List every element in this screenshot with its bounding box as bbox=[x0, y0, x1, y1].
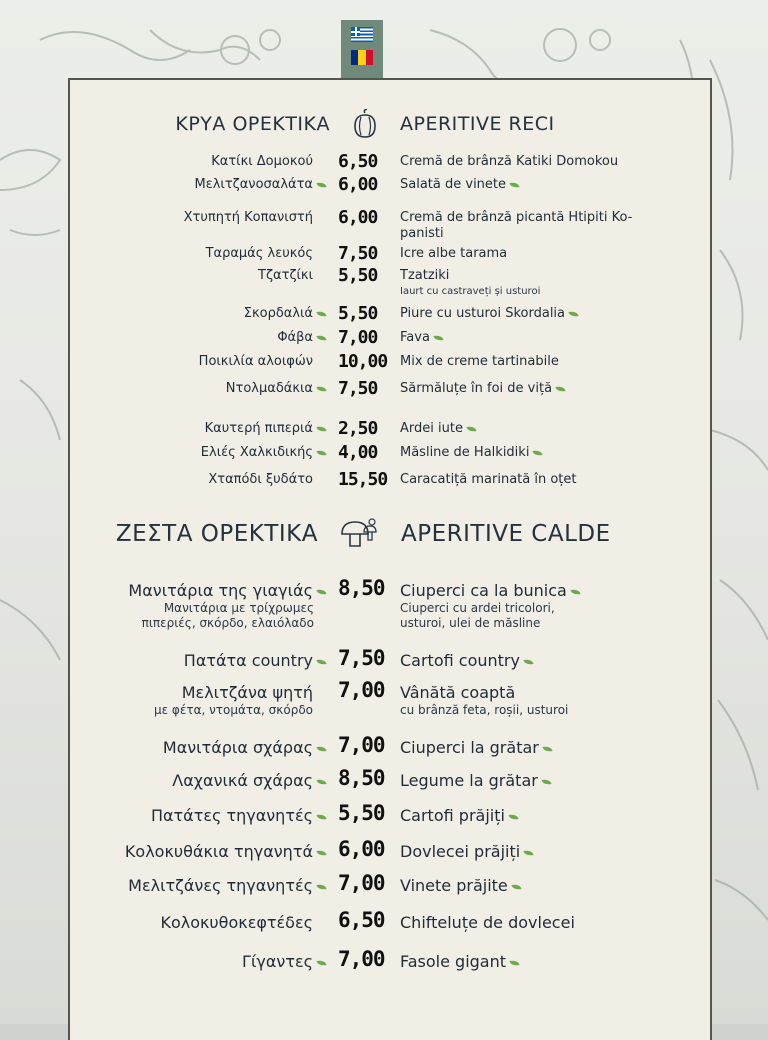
vegan-leaf-icon bbox=[533, 449, 543, 457]
item-name-greek bbox=[242, 952, 326, 971]
item-name-romanian-text: Fava bbox=[400, 330, 430, 345]
pepper-icon bbox=[352, 109, 378, 139]
vegan-leaf-icon bbox=[568, 310, 578, 318]
item-description-romanian: Iaurt cu castraveți și usturoi bbox=[400, 286, 541, 297]
item-name-romanian-text: Fasole gigant bbox=[400, 952, 507, 971]
item-price: 7,00 bbox=[338, 733, 385, 757]
item-name-romanian bbox=[400, 738, 552, 757]
vegan-leaf-icon bbox=[316, 959, 326, 967]
item-name-romanian-text: Cremă de brânză picantă Htipiti Ko- bbox=[400, 210, 633, 225]
item-name-romanian bbox=[400, 952, 519, 971]
mushroom-icon bbox=[338, 518, 380, 550]
vegan-leaf-icon bbox=[524, 849, 534, 857]
item-price: 5,50 bbox=[338, 303, 378, 324]
item-name-greek bbox=[258, 268, 313, 283]
item-price: 15,50 bbox=[338, 469, 388, 490]
item-name-romanian bbox=[400, 306, 578, 321]
vegan-leaf-icon bbox=[316, 385, 326, 393]
item-name-greek-text: Πατάτα country bbox=[183, 651, 313, 670]
item-name-greek bbox=[160, 913, 313, 932]
item-name-greek-text: Χτυπητή Κοπανιστή bbox=[183, 210, 313, 225]
item-name-greek-text: Καυτερή πιπεριά bbox=[204, 421, 313, 436]
item-name-romanian-text: Ardei iute bbox=[400, 421, 463, 436]
item-name-greek bbox=[128, 581, 326, 600]
item-name-greek bbox=[244, 306, 326, 321]
vegan-leaf-icon bbox=[316, 334, 326, 342]
item-price: 8,50 bbox=[338, 766, 385, 790]
item-description-greek: Μανιτάρια με τρίχρωμες bbox=[163, 601, 314, 615]
item-name-romanian bbox=[400, 210, 632, 225]
item-name-romanian-text: Ciuperci ca la bunica bbox=[400, 581, 567, 600]
item-name-romanian-text: Piure cu usturoi Skordalia bbox=[400, 306, 566, 321]
item-name-romanian bbox=[400, 683, 515, 702]
item-price: 6,50 bbox=[338, 908, 385, 932]
item-name-greek bbox=[199, 354, 313, 369]
section-title-greek: ΚΡΥΑ ΟΡΕΚΤΙΚΑ bbox=[175, 113, 330, 135]
item-name-romanian-text: Legume la grătar bbox=[400, 771, 538, 790]
item-description-romanian: cu brânză feta, roșii, usturoi bbox=[400, 703, 569, 717]
item-name-greek bbox=[208, 472, 313, 487]
vegan-leaf-icon bbox=[523, 658, 533, 666]
vegan-leaf-icon bbox=[316, 849, 326, 857]
vegan-leaf-icon bbox=[316, 658, 326, 666]
item-name-greek-text: Μανιτάρια της γιαγιάς bbox=[128, 581, 313, 600]
item-name-romanian-text: Măsline de Halkidiki bbox=[400, 445, 530, 460]
item-name-romanian bbox=[400, 354, 559, 369]
item-name-romanian-text: Cartofi prăjiți bbox=[400, 806, 505, 825]
vegan-leaf-icon bbox=[509, 959, 519, 967]
item-name-romanian-text: Cremă de brânză Katiki Domokou bbox=[400, 154, 619, 169]
item-name-greek-text: Ντολμαδάκια bbox=[225, 381, 313, 396]
item-name-greek bbox=[184, 651, 326, 670]
item-price: 2,50 bbox=[338, 418, 378, 439]
item-name-greek-text: Κολοκυθάκια τηγανητά bbox=[124, 842, 313, 861]
item-price: 5,50 bbox=[338, 265, 378, 286]
romanian-flag-icon bbox=[351, 50, 373, 65]
vegan-leaf-icon bbox=[570, 588, 580, 596]
item-name-greek-text: Μελιτζάνες τηγανητές bbox=[128, 876, 313, 895]
item-name-greek-text: Μελιτζανοσαλάτα bbox=[194, 177, 313, 192]
item-name-romanian-text: Vinete prăjite bbox=[400, 876, 508, 895]
item-price: 6,00 bbox=[338, 174, 378, 195]
item-name-greek-text: Γίγαντες bbox=[242, 952, 313, 971]
vegan-leaf-icon bbox=[316, 813, 326, 821]
item-name-romanian bbox=[400, 445, 542, 460]
item-price: 7,00 bbox=[338, 947, 385, 971]
item-price: 5,50 bbox=[338, 801, 385, 825]
item-name-greek bbox=[163, 738, 326, 757]
item-name-greek-text: Μανιτάρια σχάρας bbox=[162, 738, 313, 757]
item-name-greek-text: Τζατζίκι bbox=[258, 268, 313, 283]
item-name-romanian bbox=[400, 154, 618, 169]
item-name-greek bbox=[125, 842, 326, 861]
item-name-greek bbox=[151, 806, 326, 825]
vegan-leaf-icon bbox=[316, 745, 326, 753]
vegan-leaf-icon bbox=[316, 778, 326, 786]
item-name-romanian bbox=[400, 651, 533, 670]
item-name-romanian bbox=[400, 330, 443, 345]
vegan-leaf-icon bbox=[316, 588, 326, 596]
item-price: 7,00 bbox=[338, 678, 385, 702]
item-name-greek-text: Χταπόδι ξυδάτο bbox=[208, 472, 313, 487]
vegan-leaf-icon bbox=[316, 449, 326, 457]
item-name-romanian bbox=[400, 876, 521, 895]
item-name-greek bbox=[128, 876, 326, 895]
item-name-romanian-text: Chifteluțe de dovlecei bbox=[400, 913, 575, 932]
item-name-romanian bbox=[400, 806, 518, 825]
item-name-romanian-text: Tzatziki bbox=[400, 268, 450, 283]
vegan-leaf-icon bbox=[556, 385, 566, 393]
item-price: 7,00 bbox=[338, 871, 385, 895]
item-name-greek bbox=[195, 177, 327, 192]
item-name-greek bbox=[277, 330, 326, 345]
item-name-romanian bbox=[400, 581, 580, 600]
item-name-greek bbox=[226, 381, 326, 396]
item-name-romanian bbox=[400, 472, 577, 487]
item-name-greek-text: Φάβα bbox=[277, 330, 313, 345]
item-name-greek-text: Ταραμάς λευκός bbox=[205, 246, 313, 261]
item-name-romanian-text: Vânătă coaptă bbox=[400, 683, 516, 702]
item-price: 10,00 bbox=[338, 351, 388, 372]
vegan-leaf-icon bbox=[433, 334, 443, 342]
item-name-romanian bbox=[400, 246, 507, 261]
item-price: 8,50 bbox=[338, 576, 385, 600]
item-name-greek-text: Πατάτες τηγανητές bbox=[150, 806, 313, 825]
item-description-romanian: Ciuperci cu ardei tricolori, bbox=[400, 601, 555, 615]
vegan-leaf-icon bbox=[509, 181, 519, 189]
item-name-greek-text: Σκορδαλιά bbox=[243, 306, 313, 321]
item-name-greek bbox=[182, 683, 313, 702]
language-flags bbox=[341, 20, 383, 78]
item-name-romanian-text: Icre albe tarama bbox=[400, 246, 508, 261]
vegan-leaf-icon bbox=[508, 813, 518, 821]
item-name-romanian-text: Dovlecei prăjiți bbox=[400, 842, 521, 861]
item-price: 7,50 bbox=[338, 243, 378, 264]
item-name-romanian-text: Caracatiță marinată în oțet bbox=[400, 472, 577, 487]
item-name-romanian bbox=[400, 268, 449, 283]
vegan-leaf-icon bbox=[511, 883, 521, 891]
item-name-greek bbox=[205, 421, 326, 436]
item-name-romanian-text: Mix de creme tartinabile bbox=[400, 354, 559, 369]
item-name-romanian-text: Sărmăluțe în foi de viță bbox=[400, 381, 553, 396]
item-name-greek bbox=[211, 154, 313, 169]
item-name-romanian bbox=[400, 913, 575, 932]
item-name-romanian bbox=[400, 381, 565, 396]
item-price: 6,00 bbox=[338, 837, 385, 861]
item-name-greek-text: Κατίκι Δομοκού bbox=[211, 154, 313, 169]
item-name-romanian-text: Salată de vinete bbox=[400, 177, 507, 192]
item-name-greek-text: Ελιές Χαλκιδικής bbox=[200, 445, 313, 460]
vegan-leaf-icon bbox=[316, 181, 326, 189]
item-name-romanian bbox=[400, 771, 551, 790]
item-price: 6,00 bbox=[338, 207, 378, 228]
vegan-leaf-icon bbox=[316, 883, 326, 891]
item-price: 7,50 bbox=[338, 378, 378, 399]
item-name-greek bbox=[206, 246, 313, 261]
vegan-leaf-icon bbox=[466, 425, 476, 433]
item-name-greek bbox=[184, 210, 313, 225]
item-name-greek bbox=[172, 771, 326, 790]
section-title-romanian: APERITIVE CALDE bbox=[401, 521, 611, 547]
item-description-greek: πιπεριές, σκόρδο, ελαιόλαδο bbox=[141, 616, 314, 630]
vegan-leaf-icon bbox=[316, 310, 326, 318]
item-name-greek-text: Λαχανικά σχάρας bbox=[172, 771, 313, 790]
item-name-romanian-text: Ciuperci la grătar bbox=[400, 738, 539, 757]
vegan-leaf-icon bbox=[316, 425, 326, 433]
item-name-romanian-continued: panisti bbox=[400, 226, 444, 241]
item-price: 7,00 bbox=[338, 327, 378, 348]
item-name-greek-text: Κολοκυθοκεφτέδες bbox=[160, 913, 313, 932]
item-name-romanian-text: Cartofi country bbox=[400, 651, 520, 670]
vegan-leaf-icon bbox=[541, 778, 551, 786]
item-name-greek bbox=[201, 445, 326, 460]
item-price: 7,50 bbox=[338, 646, 385, 670]
item-description-romanian: usturoi, ulei de măsline bbox=[400, 616, 541, 630]
item-price: 6,50 bbox=[338, 151, 378, 172]
item-name-greek-text: Ποικιλία αλοιφών bbox=[198, 354, 313, 369]
item-name-greek-text: Μελιτζάνα ψητή bbox=[181, 683, 313, 702]
vegan-leaf-icon bbox=[542, 745, 552, 753]
section-title-greek: ΖΕΣΤΑ ΟΡΕΚΤΙΚΑ bbox=[115, 521, 318, 547]
item-name-romanian bbox=[400, 842, 533, 861]
item-name-romanian bbox=[400, 177, 519, 192]
item-price: 4,00 bbox=[338, 442, 378, 463]
item-name-romanian bbox=[400, 421, 476, 436]
item-description-greek: με φέτα, ντομάτα, σκόρδο bbox=[154, 703, 313, 717]
greek-flag-icon bbox=[351, 27, 373, 42]
section-title-romanian: APERITIVE RECI bbox=[400, 113, 555, 135]
